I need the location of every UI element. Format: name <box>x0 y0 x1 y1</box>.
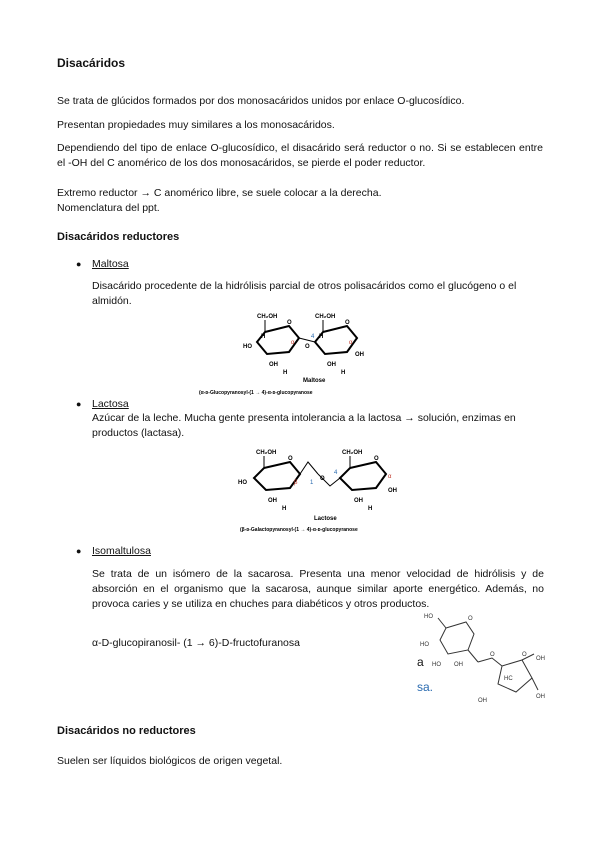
maltose-caption: (α-ᴅ-Glucopyranosyl-(1 → 4)-α-ᴅ-glucopyranose <box>199 390 313 396</box>
label-ch2oh: CH₂OH <box>256 450 277 456</box>
lactose-ring-right <box>340 462 386 490</box>
isomaltulosa-description: Se trata de un isómero de la sacarosa. Presenta una menor velocidad de hidrólisis y de absorción en el organismo que la sacarosa, aunque similar aporte energético. Además, no provoca caries y se utiliza en chuches para diabéticos y otros productos. <box>92 568 544 610</box>
label-o: O <box>468 616 473 622</box>
isomaltulosa-label: Isomaltulosa <box>92 545 151 557</box>
label-alpha: α <box>388 474 392 480</box>
intro-paragraph-4b: Nomenclatura del ppt. <box>57 202 160 214</box>
maltosa-label: Maltosa <box>92 258 129 270</box>
label-beta: β <box>294 480 298 486</box>
label-n4: 4 <box>311 334 315 340</box>
label-h: H <box>368 506 373 512</box>
label-o: O <box>305 344 310 350</box>
intro-paragraph-4a: Extremo reductor → C anomérico libre, se suele colocar a la derecha. <box>57 187 382 199</box>
label-o: O <box>288 456 293 462</box>
maltose-structure-figure <box>199 308 364 400</box>
bullet-icon: ● <box>76 546 82 556</box>
intro-paragraph-2: Presentan propiedades muy similares a los monosacáridos. <box>57 119 335 131</box>
label-alpha: α <box>291 340 295 346</box>
label-oh: OH <box>327 362 336 368</box>
label-oh: OH <box>536 656 545 662</box>
maltose-name: Maltose <box>303 378 326 384</box>
page-title: Disacáridos <box>57 56 126 70</box>
lactose-name: Lactose <box>314 516 337 522</box>
maltosa-description: Disacárido procedente de la hidrólisis parcial de otros polisacáridos como el glucógeno o el almidón. <box>92 280 517 307</box>
label-h: H <box>283 370 288 376</box>
label-o: O <box>287 320 292 326</box>
label-ch2oh: CH₂OH <box>315 314 336 320</box>
label-oh: OH <box>478 698 487 704</box>
label-h: H <box>341 370 346 376</box>
label-oh: OH <box>454 662 463 668</box>
label-o: O <box>345 320 350 326</box>
label-ch2oh: CH₂OH <box>257 314 278 320</box>
heading-no-reductores: Disacáridos no reductores <box>57 725 196 737</box>
label-ch2oh: CH₂OH <box>342 450 363 456</box>
label-oh: OH <box>354 498 363 504</box>
heading-reductores: Disacáridos reductores <box>57 231 180 243</box>
label-oh: OH <box>536 694 545 700</box>
label-ho: HO <box>238 480 247 486</box>
label-oh: OH <box>268 498 277 504</box>
stray-text-fragment: a <box>417 655 424 669</box>
label-h: H <box>282 506 287 512</box>
label-ho: HO <box>420 642 429 648</box>
label-hoc: HC <box>504 676 513 682</box>
label-ho: HO <box>432 662 441 668</box>
lactose-structure-figure <box>238 444 418 536</box>
no-reductores-paragraph: Suelen ser líquidos biológicos de origen vegetal. <box>57 755 283 767</box>
label-o: O <box>490 652 495 658</box>
label-oh: OH <box>355 352 364 358</box>
label-oh: OH <box>269 362 278 368</box>
isomaltulosa-full-name: α-D-glucopiranosil- (1 → 6)-D-fructofuranosa <box>92 637 300 649</box>
label-oh: OH <box>388 488 397 494</box>
stray-text-fragment: sa. <box>417 680 434 694</box>
lactosa-description: Azúcar de la leche. Mucha gente presenta intolerancia a la lactosa → solución, enzimas en productos (lactasa). <box>92 412 516 439</box>
bullet-icon: ● <box>76 259 82 269</box>
label-alpha: α <box>349 340 353 346</box>
bullet-icon: ● <box>76 399 82 409</box>
label-ho: HO <box>243 344 252 350</box>
label-ho: HO <box>424 614 433 620</box>
label-o: O <box>522 652 527 658</box>
label-h: H <box>319 334 324 340</box>
intro-paragraph-1: Se trata de glúcidos formados por dos monosacáridos unidos por enlace O-glucosídico. <box>57 95 465 107</box>
label-n1: 1 <box>310 480 314 486</box>
isomaltulose-structure-figure <box>418 606 548 706</box>
label-h: H <box>261 334 266 340</box>
lactose-caption: (β-ᴅ-Galactopyranosyl-(1 → 4)-α-ᴅ-glucopyranose <box>240 527 358 533</box>
lactosa-label: Lactosa <box>92 398 129 410</box>
label-o: O <box>320 476 325 482</box>
label-o: O <box>374 456 379 462</box>
intro-paragraph-3: Dependiendo del tipo de enlace O-glucosídico, el disacárido será reductor o no. Si se establecen entre el -OH del C anomérico de los dos monosacáridos, se pierde el poder reductor. <box>57 142 543 169</box>
label-n4: 4 <box>334 470 338 476</box>
